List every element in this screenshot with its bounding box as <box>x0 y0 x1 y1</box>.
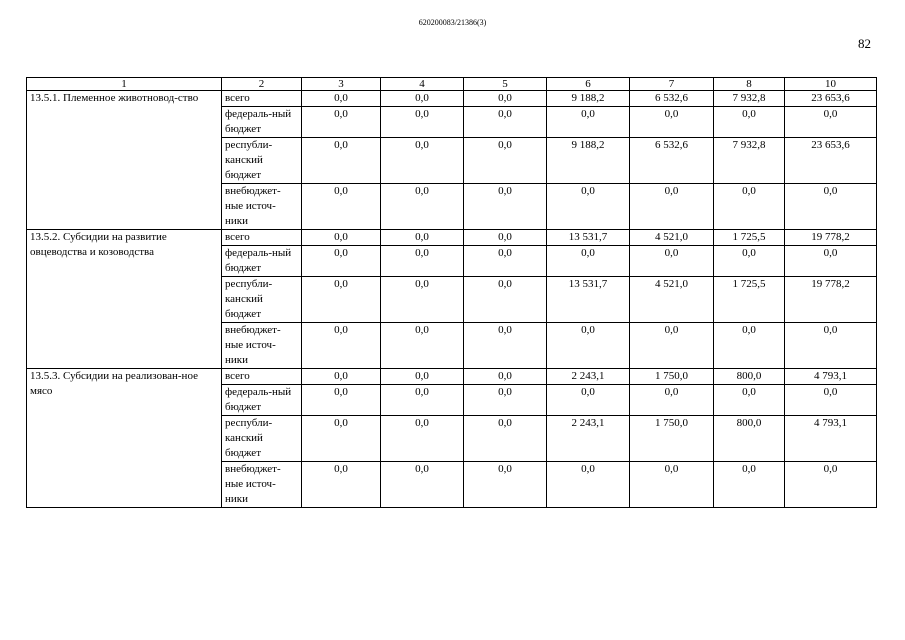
funding-source: внебюджет-ные источ-ники <box>222 323 302 369</box>
group-title: 13.5.2. Субсидии на развитие овцеводства и козоводства <box>27 230 222 369</box>
value-cell: 4 793,1 <box>785 416 877 462</box>
value-cell: 0,0 <box>630 385 714 416</box>
value-cell: 0,0 <box>714 107 785 138</box>
funding-source: внебюджет-ные источ-ники <box>222 462 302 508</box>
value-cell: 0,0 <box>785 385 877 416</box>
column-header: 5 <box>464 78 547 91</box>
value-cell: 6 532,6 <box>630 91 714 107</box>
value-cell: 23 653,6 <box>785 91 877 107</box>
value-cell: 13 531,7 <box>547 230 630 246</box>
column-header: 2 <box>222 78 302 91</box>
value-cell: 0,0 <box>547 462 630 508</box>
value-cell: 0,0 <box>630 107 714 138</box>
document-id: 620200083/21386(3) <box>418 18 487 27</box>
funding-source: республи-канский бюджет <box>222 138 302 184</box>
value-cell: 0,0 <box>464 369 547 385</box>
value-cell: 2 243,1 <box>547 369 630 385</box>
funding-source: всего <box>222 91 302 107</box>
value-cell: 0,0 <box>302 230 381 246</box>
value-cell: 0,0 <box>464 416 547 462</box>
value-cell: 23 653,6 <box>785 138 877 184</box>
column-header: 3 <box>302 78 381 91</box>
column-header: 8 <box>714 78 785 91</box>
value-cell: 0,0 <box>547 323 630 369</box>
funding-source: федераль-ный бюджет <box>222 385 302 416</box>
funding-source: всего <box>222 230 302 246</box>
funding-source: федераль-ный бюджет <box>222 107 302 138</box>
value-cell: 9 188,2 <box>547 138 630 184</box>
value-cell: 0,0 <box>785 107 877 138</box>
value-cell: 0,0 <box>714 246 785 277</box>
value-cell: 0,0 <box>464 138 547 184</box>
value-cell: 0,0 <box>302 246 381 277</box>
value-cell: 0,0 <box>381 323 464 369</box>
value-cell: 0,0 <box>630 246 714 277</box>
column-header: 7 <box>630 78 714 91</box>
value-cell: 13 531,7 <box>547 277 630 323</box>
value-cell: 0,0 <box>630 323 714 369</box>
value-cell: 0,0 <box>714 184 785 230</box>
column-header: 1 <box>27 78 222 91</box>
value-cell: 9 188,2 <box>547 91 630 107</box>
funding-source: республи-канский бюджет <box>222 416 302 462</box>
value-cell: 0,0 <box>464 107 547 138</box>
value-cell: 0,0 <box>381 107 464 138</box>
value-cell: 0,0 <box>302 462 381 508</box>
value-cell: 800,0 <box>714 369 785 385</box>
value-cell: 0,0 <box>464 385 547 416</box>
table-row <box>27 369 877 385</box>
value-cell: 0,0 <box>302 385 381 416</box>
value-cell: 0,0 <box>630 184 714 230</box>
group-title: 13.5.1. Племенное животновод-ство <box>27 91 222 230</box>
value-cell: 0,0 <box>381 416 464 462</box>
value-cell: 0,0 <box>381 91 464 107</box>
value-cell: 0,0 <box>630 462 714 508</box>
funding-source: федераль-ный бюджет <box>222 246 302 277</box>
value-cell: 7 932,8 <box>714 91 785 107</box>
value-cell: 0,0 <box>302 369 381 385</box>
value-cell: 0,0 <box>464 246 547 277</box>
value-cell: 0,0 <box>714 323 785 369</box>
value-cell: 0,0 <box>381 184 464 230</box>
value-cell: 0,0 <box>302 138 381 184</box>
value-cell: 0,0 <box>714 385 785 416</box>
value-cell: 6 532,6 <box>630 138 714 184</box>
value-cell: 0,0 <box>464 323 547 369</box>
value-cell: 0,0 <box>547 107 630 138</box>
group-title: 13.5.3. Субсидии на реализован-ное мясо <box>27 369 222 508</box>
value-cell: 0,0 <box>302 91 381 107</box>
value-cell: 19 778,2 <box>785 230 877 246</box>
value-cell: 0,0 <box>381 462 464 508</box>
value-cell: 4 793,1 <box>785 369 877 385</box>
value-cell: 0,0 <box>464 462 547 508</box>
header-row <box>27 78 877 91</box>
value-cell: 0,0 <box>381 277 464 323</box>
value-cell: 0,0 <box>785 184 877 230</box>
column-header: 4 <box>381 78 464 91</box>
table-row <box>27 91 877 107</box>
funding-source: всего <box>222 369 302 385</box>
value-cell: 0,0 <box>302 323 381 369</box>
page-number: 82 <box>858 36 871 51</box>
value-cell: 1 725,5 <box>714 277 785 323</box>
value-cell: 1 725,5 <box>714 230 785 246</box>
funding-source: республи-канский бюджет <box>222 277 302 323</box>
funding-source: внебюджет-ные источ-ники <box>222 184 302 230</box>
value-cell: 1 750,0 <box>630 369 714 385</box>
budget-table <box>26 77 877 508</box>
value-cell: 0,0 <box>785 462 877 508</box>
value-cell: 0,0 <box>381 385 464 416</box>
value-cell: 0,0 <box>785 246 877 277</box>
value-cell: 0,0 <box>464 230 547 246</box>
value-cell: 0,0 <box>547 184 630 230</box>
column-header: 10 <box>785 78 877 91</box>
value-cell: 0,0 <box>381 138 464 184</box>
value-cell: 0,0 <box>302 277 381 323</box>
value-cell: 0,0 <box>381 246 464 277</box>
value-cell: 0,0 <box>464 91 547 107</box>
value-cell: 0,0 <box>464 277 547 323</box>
value-cell: 0,0 <box>714 462 785 508</box>
value-cell: 0,0 <box>547 385 630 416</box>
value-cell: 1 750,0 <box>630 416 714 462</box>
value-cell: 0,0 <box>302 416 381 462</box>
value-cell: 0,0 <box>464 184 547 230</box>
value-cell: 19 778,2 <box>785 277 877 323</box>
value-cell: 0,0 <box>381 230 464 246</box>
table-row <box>27 230 877 246</box>
value-cell: 7 932,8 <box>714 138 785 184</box>
value-cell: 800,0 <box>714 416 785 462</box>
value-cell: 2 243,1 <box>547 416 630 462</box>
value-cell: 0,0 <box>302 184 381 230</box>
value-cell: 4 521,0 <box>630 230 714 246</box>
value-cell: 0,0 <box>302 107 381 138</box>
value-cell: 0,0 <box>381 369 464 385</box>
value-cell: 4 521,0 <box>630 277 714 323</box>
column-header: 6 <box>547 78 630 91</box>
value-cell: 0,0 <box>547 246 630 277</box>
value-cell: 0,0 <box>785 323 877 369</box>
